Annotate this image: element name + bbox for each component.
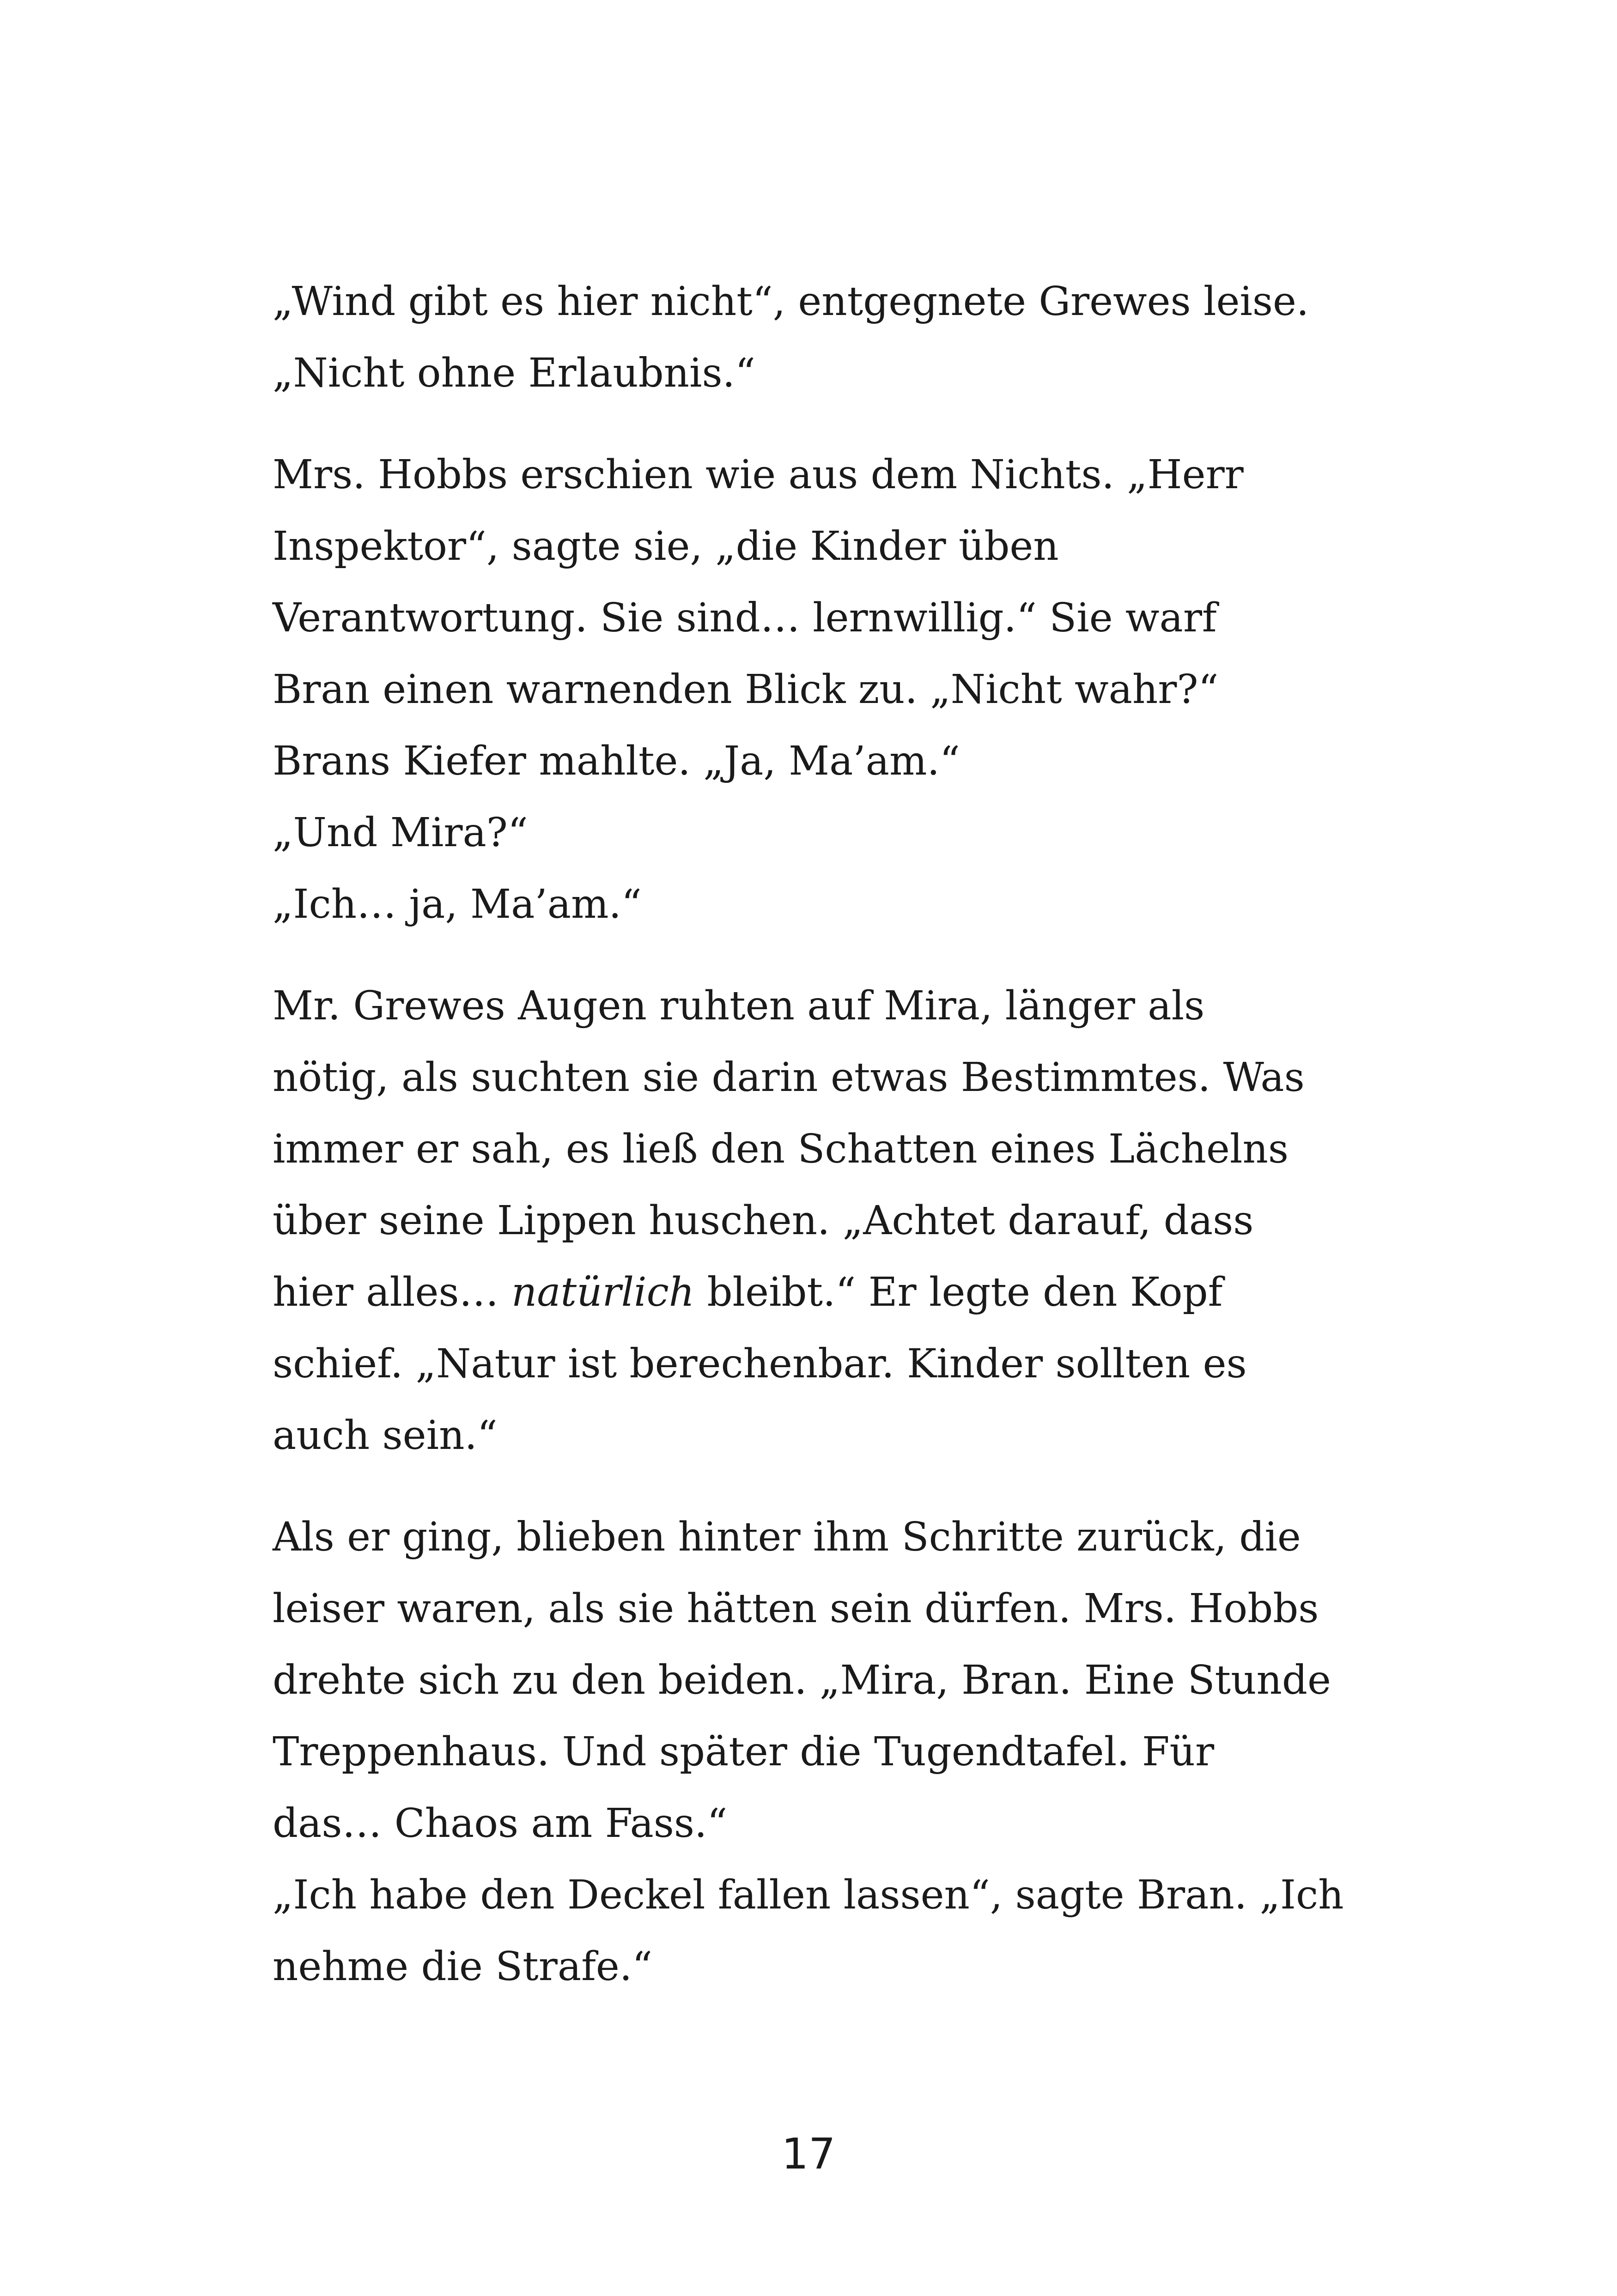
- page-number: 17: [781, 2129, 836, 2179]
- text-line: [273, 1269, 1223, 1315]
- text-line: nehme die Strafe.“: [273, 1944, 653, 1990]
- text-line: Mrs. Hobbs erschien wie aus dem Nichts. „Herr: [273, 452, 1244, 498]
- text-line: nötig, als suchten sie darin etwas Bestimmtes. Was: [273, 1054, 1305, 1101]
- text-line: das… Chaos am Fass.“: [273, 1800, 728, 1847]
- text-line: über seine Lippen huschen. „Achtet darauf, dass: [273, 1198, 1254, 1244]
- text-segment: hier alles…: [273, 1269, 511, 1315]
- text-line: schief. „Natur ist berechenbar. Kinder sollten es: [273, 1341, 1247, 1387]
- text-segment: bleibt.“ Er legte den Kopf: [694, 1269, 1223, 1315]
- text-line: Mr. Grewes Augen ruhten auf Mira, länger als: [273, 983, 1205, 1029]
- emphasized-word: natürlich: [511, 1269, 695, 1315]
- text-line: „Ich… ja, Ma’am.“: [273, 881, 642, 927]
- text-line: Brans Kiefer mahlte. „Ja, Ma’am.“: [273, 738, 960, 784]
- text-line: Als er ging, blieben hinter ihm Schritte zurück, die: [273, 1514, 1301, 1560]
- text-line: Verantwortung. Sie sind… lernwillig.“ Sie warf: [273, 595, 1217, 641]
- text-line: drehte sich zu den beiden. „Mira, Bran. Eine Stunde: [273, 1657, 1331, 1703]
- text-line: immer er sah, es ließ den Schatten eines Lächelns: [273, 1126, 1289, 1172]
- text-line: Inspektor“, sagte sie, „die Kinder üben: [273, 523, 1059, 569]
- text-line: „Ich habe den Deckel fallen lassen“, sagte Bran. „Ich: [273, 1872, 1344, 1918]
- text-line: Treppenhaus. Und später die Tugendtafel. Für: [273, 1729, 1215, 1775]
- text-line: „Und Mira?“: [273, 810, 528, 856]
- text-line: leiser waren, als sie hätten sein dürfen. Mrs. Hobbs: [273, 1586, 1319, 1632]
- text-line: „Nicht ohne Erlaubnis.“: [273, 350, 755, 396]
- text-line: auch sein.“: [273, 1412, 498, 1459]
- text-line: „Wind gibt es hier nicht“, entgegnete Grewes leise.: [273, 279, 1309, 325]
- text-line: Bran einen warnenden Blick zu. „Nicht wahr?“: [273, 666, 1219, 713]
